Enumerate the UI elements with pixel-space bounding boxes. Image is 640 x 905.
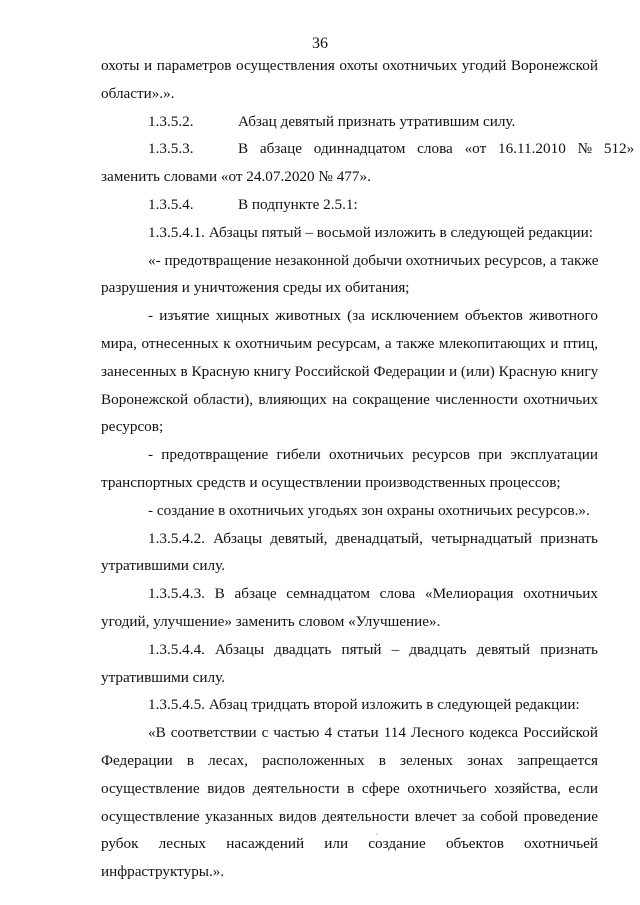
document-body [101,52,635,886]
paragraph-line: охоты и параметров осуществления охоты охотничьих угодий Воронежской [101,57,598,74]
paragraph-line: - предотвращение гибели охотничьих ресурсов при эксплуатации [148,446,598,464]
item-text: В абзаце одиннадцатом слова «от 16.11.2010 № 512» [238,140,635,158]
paragraph-line: транспортных средств и осуществлении производственных процессов; [101,473,561,491]
item-1-3-5-4 [101,191,598,219]
item-1-3-5-4-1: 1.3.5.4.1. Абзацы пятый – восьмой изложить в следующей редакции: [148,223,593,241]
paragraph-line: мира, отнесенных к охотничьим ресурсам, а также млекопитающих и птиц, [101,334,598,352]
paragraph-line: осуществление указанных видов деятельности влечет за собой проведение [101,807,598,825]
paragraph-line: Федерации в лесах, расположенных в зеленых зонах запрещается [101,751,598,769]
paragraph-line: разрушения и уничтожения среды их обитания; [101,279,410,297]
paragraph-line: - создание в охотничьих угодьях зон охраны охотничьих ресурсов.». [148,501,590,519]
item-number: 1.3.5.3. [148,140,194,158]
paragraph-line: рубок лесных насаждений или создание объектов охотничьей [101,835,598,853]
item-1-3-5-4-4: 1.3.5.4.4. Абзацы двадцать пятый – двадцать девятый признать [148,640,598,658]
paragraph-line: занесенных в Красную книгу Российской Федерации и (или) Красную книгу [101,362,599,380]
item-text: В подпункте 2.5.1: [238,195,358,213]
paragraph-line: осуществление видов деятельности в сфере охотничьего хозяйства, если [101,779,598,797]
paragraph-line: области».». [101,84,175,102]
paragraph-line: утратившими силу. [101,557,225,575]
paragraph-line: «В соответствии с частью 4 статьи 114 Лесного кодекса Российской [148,724,598,742]
paragraph-line: «- предотвращение незаконной добычи охотничьих ресурсов, а также [148,251,599,269]
item-number: 1.3.5.2. [148,112,194,130]
scan-speck [376,833,378,835]
item-1-3-5-4-2: 1.3.5.4.2. Абзацы девятый, двенадцатый, четырнадцатый признать [148,529,598,547]
paragraph-line: Воронежской области), влияющих на сокращение численности охотничьих [101,390,598,408]
paragraph-line: - изъятие хищных животных (за исключением объектов животного [148,307,598,325]
page-number: 36 [312,35,328,52]
paragraph-line: утратившими силу. [101,668,225,686]
item-number: 1.3.5.4. [148,195,194,213]
item-1-3-5-3 [101,135,635,163]
item-1-3-5-4-3: 1.3.5.4.3. В абзаце семнадцатом слова «Мелиорация охотничьих [148,585,598,603]
item-1-3-5-4-5: 1.3.5.4.5. Абзац тридцать второй изложить в следующей редакции: [148,696,580,714]
item-text: Абзац девятый признать утратившим силу. [238,112,516,130]
paragraph-line: угодий, улучшение» заменить словом «Улучшение». [101,612,441,630]
paragraph-line: инфраструктуры.». [101,863,225,881]
item-1-3-5-2 [101,108,598,136]
paragraph-line: заменить словами «от 24.07.2020 № 477». [101,168,371,186]
paragraph-line: ресурсов; [101,418,164,436]
